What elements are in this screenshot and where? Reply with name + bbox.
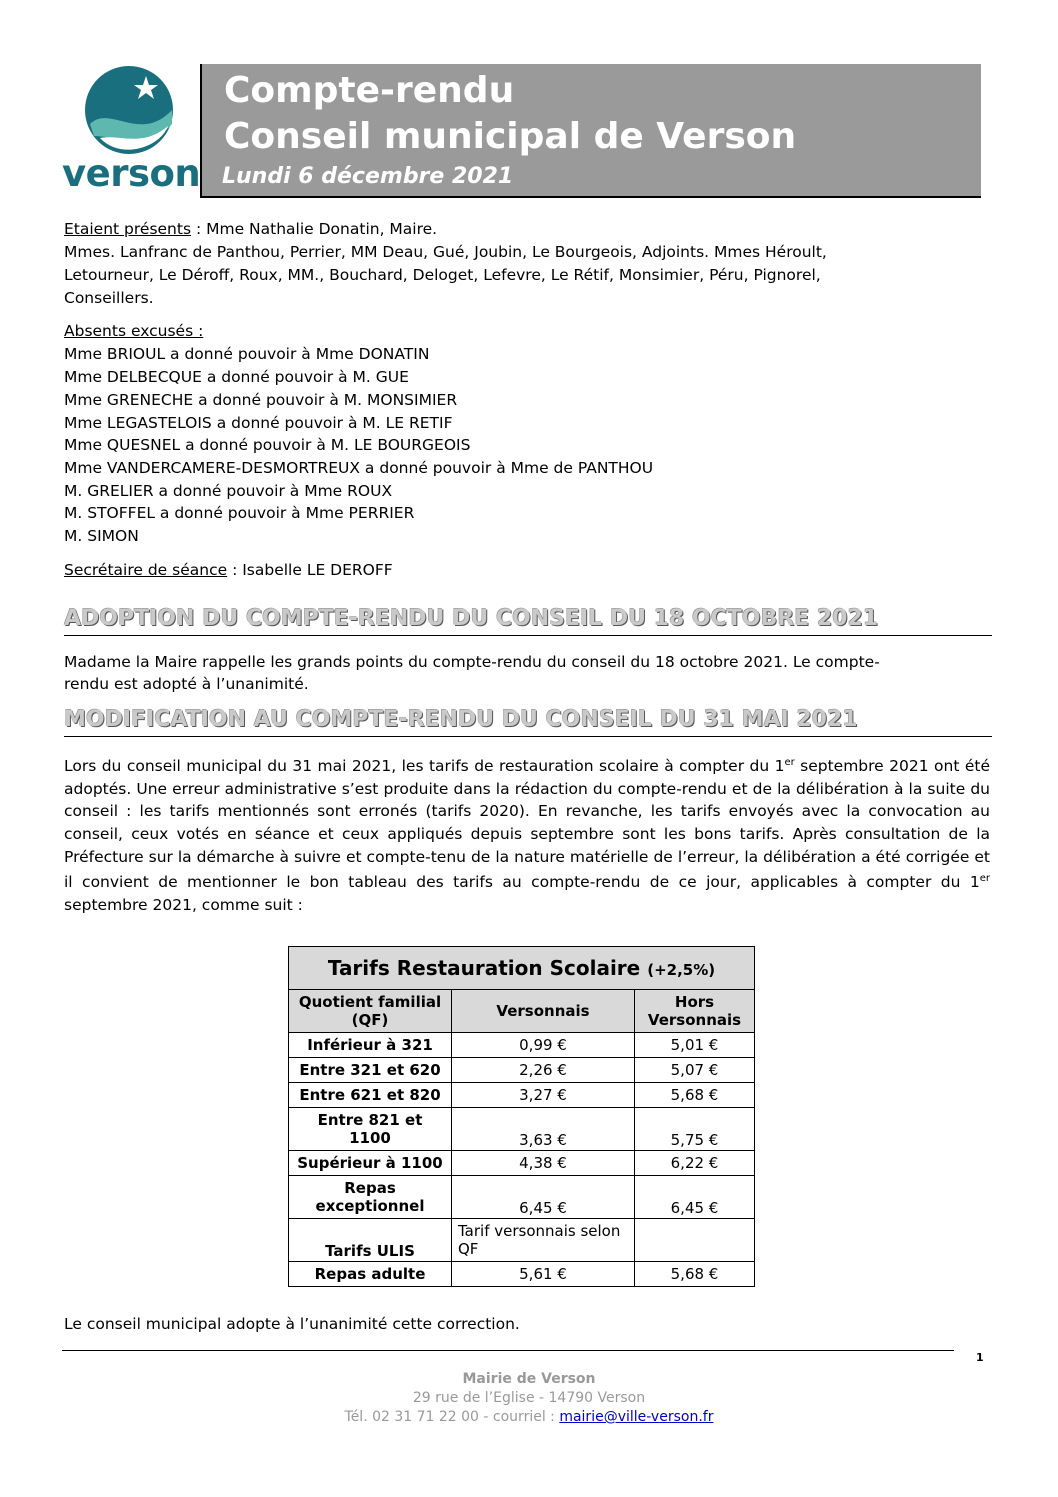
table-title-text: Tarifs Restauration Scolaire: [327, 956, 641, 980]
table-row: [289, 1083, 755, 1108]
table-title-pct: (+2,5%): [647, 961, 716, 979]
row-label: Entre 821 et 1100: [289, 1108, 452, 1151]
row-versonnais: 5,61 €: [452, 1262, 635, 1287]
secretaire-line: [64, 559, 393, 582]
row-hors: [635, 1219, 755, 1262]
absent-item: M. GRELIER a donné pouvoir à Mme ROUX: [64, 482, 393, 500]
row-label: Inférieur à 321: [289, 1033, 452, 1058]
row-label: Repas exceptionnel: [289, 1176, 452, 1219]
table-row: [289, 1219, 755, 1262]
header-date: Lundi 6 décembre 2021: [222, 164, 514, 189]
col-header-hors: Hors Versonnais: [635, 990, 755, 1033]
verson-emblem-icon: [80, 64, 178, 158]
absents-label: Absents excusés :: [64, 322, 204, 340]
row-versonnais: Tarif versonnais selon QF: [452, 1219, 635, 1262]
footer-phone: Tél. 02 31 71 22 00 - courriel :: [344, 1409, 560, 1425]
footer-divider: [62, 1350, 954, 1351]
table-row: [289, 1033, 755, 1058]
footer-contact: [0, 1409, 1058, 1425]
row-label: Supérieur à 1100: [289, 1151, 452, 1176]
presents-label: Etaient présents: [64, 220, 192, 238]
sup-er: er: [784, 757, 795, 768]
row-hors: 5,01 €: [635, 1033, 755, 1058]
table-row: [289, 1262, 755, 1287]
absent-item: Mme BRIOUL a donné pouvoir à Mme DONATIN: [64, 345, 430, 363]
absent-item: M. SIMON: [64, 527, 139, 545]
row-label: Repas adulte: [289, 1262, 452, 1287]
footer-org: Mairie de Verson: [462, 1371, 596, 1387]
row-hors: 5,68 €: [635, 1083, 755, 1108]
tarifs-table: [288, 946, 755, 1287]
col-header-qf: Quotient familial (QF): [289, 990, 452, 1033]
table-row: [289, 1176, 755, 1219]
section-title-modification: MODIFICATION AU COMPTE-RENDU DU CONSEIL DU 31 MAI 2021: [64, 707, 992, 737]
presents-line2: Mmes. Lanfranc de Panthou, Perrier, MM Deau, Gué, Joubin, Le Bourgeois, Adjoints. Mmes Héroult,: [64, 243, 827, 261]
section2-text-c: septembre 2021, comme suit :: [64, 895, 303, 914]
row-hors: 6,22 €: [635, 1151, 755, 1176]
presents-line1: [64, 218, 437, 241]
row-hors: 6,45 €: [635, 1176, 755, 1219]
section1-line1: Madame la Maire rappelle les grands points du compte-rendu du conseil du 18 octobre 2021. Le compte-: [64, 653, 880, 671]
absent-item: Mme QUESNEL a donné pouvoir à M. LE BOURGEOIS: [64, 436, 471, 454]
secretaire-label: Secrétaire de séance: [64, 561, 228, 579]
section2-conclusion: Le conseil municipal adopte à l’unanimité cette correction.: [64, 1315, 520, 1333]
absent-item: M. STOFFEL a donné pouvoir à Mme PERRIER: [64, 504, 415, 522]
absent-item: Mme VANDERCAMERE-DESMORTREUX a donné pouvoir à Mme de PANTHOU: [64, 459, 654, 477]
section2-text-a: Lors du conseil municipal du 31 mai 2021, les tarifs de restauration scolaire à compter du 1: [64, 757, 785, 776]
table-title: [289, 947, 755, 990]
section2-text-b: septembre 2021 ont été adoptés. Une erreur administrative s’est produite dans la rédaction du compte-rendu et de la délibération à la suite du conseil : les tarifs mentionnés sont erronés (tarifs 2020). En revanche, les tarifs envoyés avec la convocation au conseil, ceux votés en séance et ceux appliqués depuis septembre sont les bons tarifs. Après consultation de la Préfecture sur la démarche à suivre et compte-tenu de la nature matérielle de l’erreur, la délibération a été corrigée et il convient de mentionner le bon tableau des tarifs au compte-rendu de ce jour, applicables à compter du 1: [64, 757, 990, 892]
footer-address: 29 rue de l’Eglise - 14790 Verson: [412, 1390, 646, 1406]
secretaire-value: : Isabelle LE DEROFF: [227, 561, 393, 579]
row-label: Tarifs ULIS: [289, 1219, 452, 1262]
row-versonnais: 3,27 €: [452, 1083, 635, 1108]
presents-line4: Conseillers.: [64, 289, 154, 307]
sup-er: er: [979, 873, 990, 885]
presents-line3: Letourneur, Le Déroff, Roux, MM., Bouchard, Deloget, Lefevre, Le Rétif, Monsimier, Péru, Pignorel,: [64, 266, 821, 284]
row-versonnais: 6,45 €: [452, 1176, 635, 1219]
table-row: [289, 1108, 755, 1151]
footer-email-link[interactable]: mairie@ville-verson.fr: [559, 1409, 714, 1425]
section-title-adoption: ADOPTION DU COMPTE-RENDU DU CONSEIL DU 18 OCTOBRE 2021: [64, 606, 992, 636]
section1-line2: rendu est adopté à l’unanimité.: [64, 675, 309, 693]
row-versonnais: 2,26 €: [452, 1058, 635, 1083]
row-versonnais: 0,99 €: [452, 1033, 635, 1058]
verson-logo: [62, 64, 201, 195]
logo-text: verson: [62, 152, 201, 195]
col-header-versonnais: Versonnais: [452, 990, 635, 1033]
row-label: Entre 621 et 820: [289, 1083, 452, 1108]
row-hors: 5,75 €: [635, 1108, 755, 1151]
absent-item: Mme DELBECQUE a donné pouvoir à M. GUE: [64, 368, 409, 386]
presents-maire: : Mme Nathalie Donatin, Maire.: [191, 220, 438, 238]
page-header: [202, 64, 981, 198]
header-title-line2: Conseil municipal de Verson: [224, 116, 797, 157]
absent-item: Mme LEGASTELOIS a donné pouvoir à M. LE RETIF: [64, 414, 453, 432]
table-row: [289, 1058, 755, 1083]
absent-item: Mme GRENECHE a donné pouvoir à M. MONSIMIER: [64, 391, 458, 409]
row-hors: 5,07 €: [635, 1058, 755, 1083]
row-label: Entre 321 et 620: [289, 1058, 452, 1083]
table-row: [289, 1151, 755, 1176]
row-hors: 5,68 €: [635, 1262, 755, 1287]
page-number: 1: [976, 1351, 984, 1364]
row-versonnais: 4,38 €: [452, 1151, 635, 1176]
header-title-line1: Compte-rendu: [224, 70, 515, 111]
row-versonnais: 3,63 €: [452, 1108, 635, 1151]
section2-paragraph: [64, 752, 990, 916]
